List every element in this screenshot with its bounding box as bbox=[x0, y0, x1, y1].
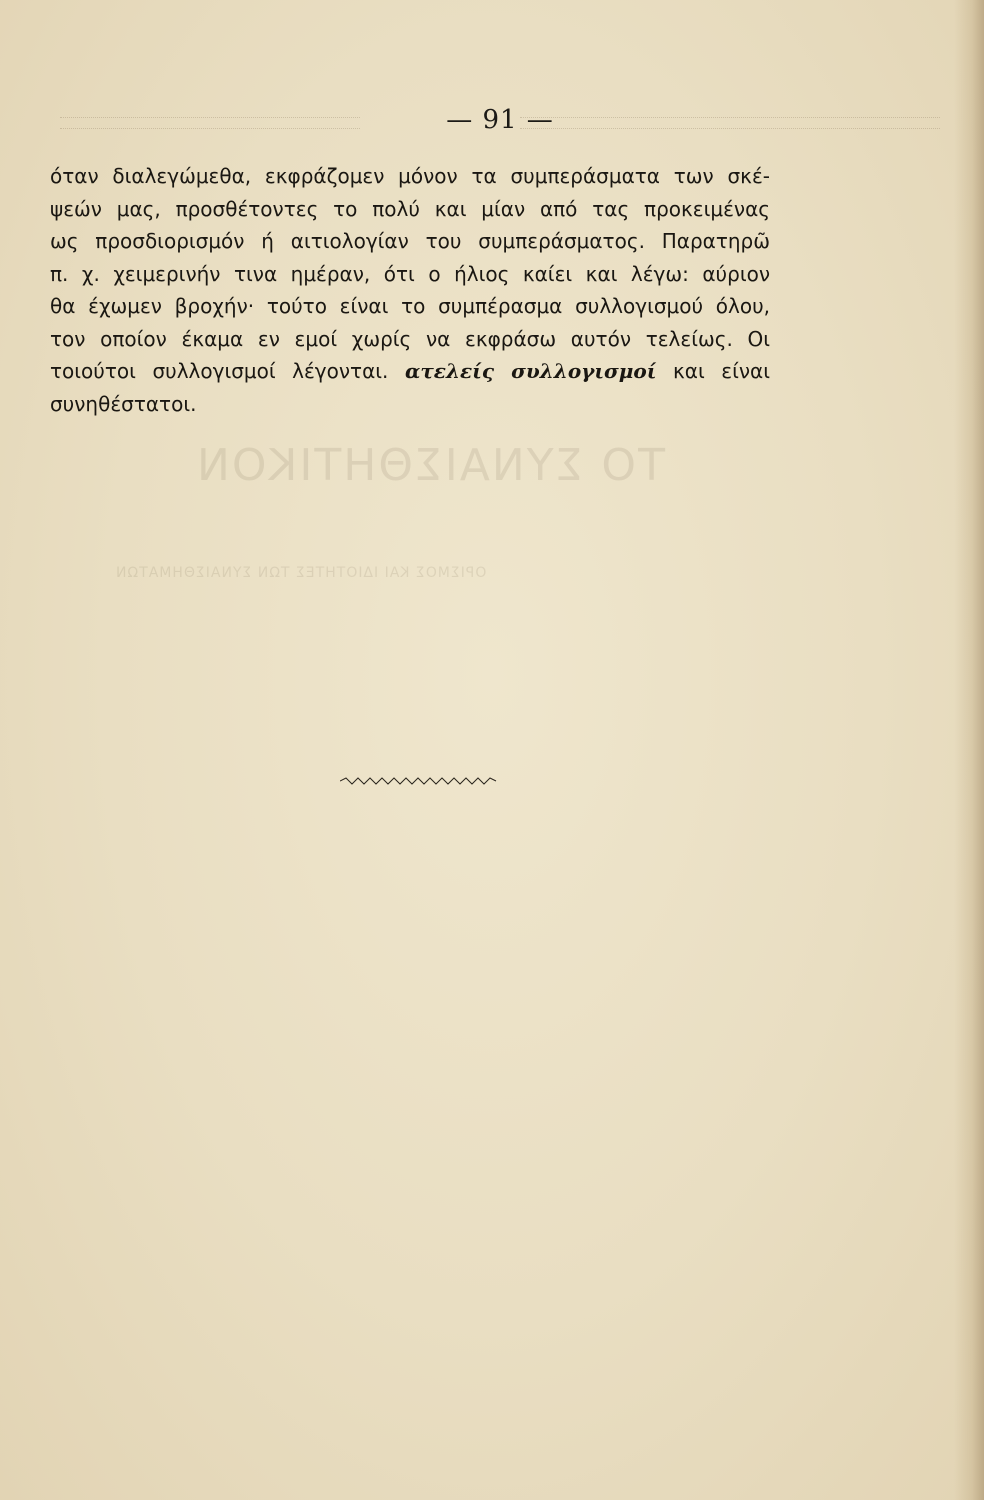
page-edge-shadow bbox=[954, 0, 984, 1500]
paragraph bbox=[50, 160, 770, 420]
emphasized-term: ατελείς συλλογισμοί bbox=[404, 359, 657, 383]
bleed-through-title: ΤΟ ΣΥΝΑΙΣΘΗΤΙΚΟΝ bbox=[195, 440, 665, 491]
text-run: τοιούτοι συλλογισμοί λέγονται bbox=[50, 359, 383, 383]
text-line: τον οποίον έκαμα εν εμοί χωρίς να εκφράσω αυτόν τελείως. Οι bbox=[50, 326, 770, 351]
page-header bbox=[40, 105, 960, 135]
text-line-with-emphasis: τοιούτοι συλλογισμοί λέγονται. ατελείς συλλογισμοί και είναι bbox=[50, 359, 771, 383]
text-run: και είναι bbox=[673, 359, 771, 383]
bleed-through-subtitle: ΟΡΙΣΜΟΣ ΚΑΙ ΙΔΙΟΤΗΤΕΣ ΤΩΝ ΣΥΝΑΙΣΘΗΜΑΤΩΝ bbox=[115, 565, 487, 581]
text-line: ψεών μας, προσθέτοντες το πολύ και μίαν από τας προκειμένας bbox=[50, 196, 770, 221]
header-ornament-right bbox=[520, 117, 940, 129]
text-line: όταν διαλεγώμεθα, εκφράζομεν μόνον τα συμπεράσματα των σκέ- bbox=[50, 164, 770, 188]
header-ornament-left bbox=[60, 117, 360, 129]
text-line: συνηθέστατοι. bbox=[50, 391, 197, 416]
text-line: π. χ. χειμερινήν τινα ημέραν, ότι ο ήλιος καίει και λέγω: αύριον bbox=[50, 261, 770, 286]
section-divider-ornament bbox=[340, 776, 500, 786]
page-number: — 91 — bbox=[446, 105, 554, 135]
text-line: θα έχωμεν βροχήν· τούτο είναι το συμπέρασμα συλλογισμού όλου, bbox=[50, 294, 770, 318]
text-line: ως προσδιορισμόν ή αιτιολογίαν του συμπεράσματος. Παρατηρῶ bbox=[50, 229, 770, 253]
